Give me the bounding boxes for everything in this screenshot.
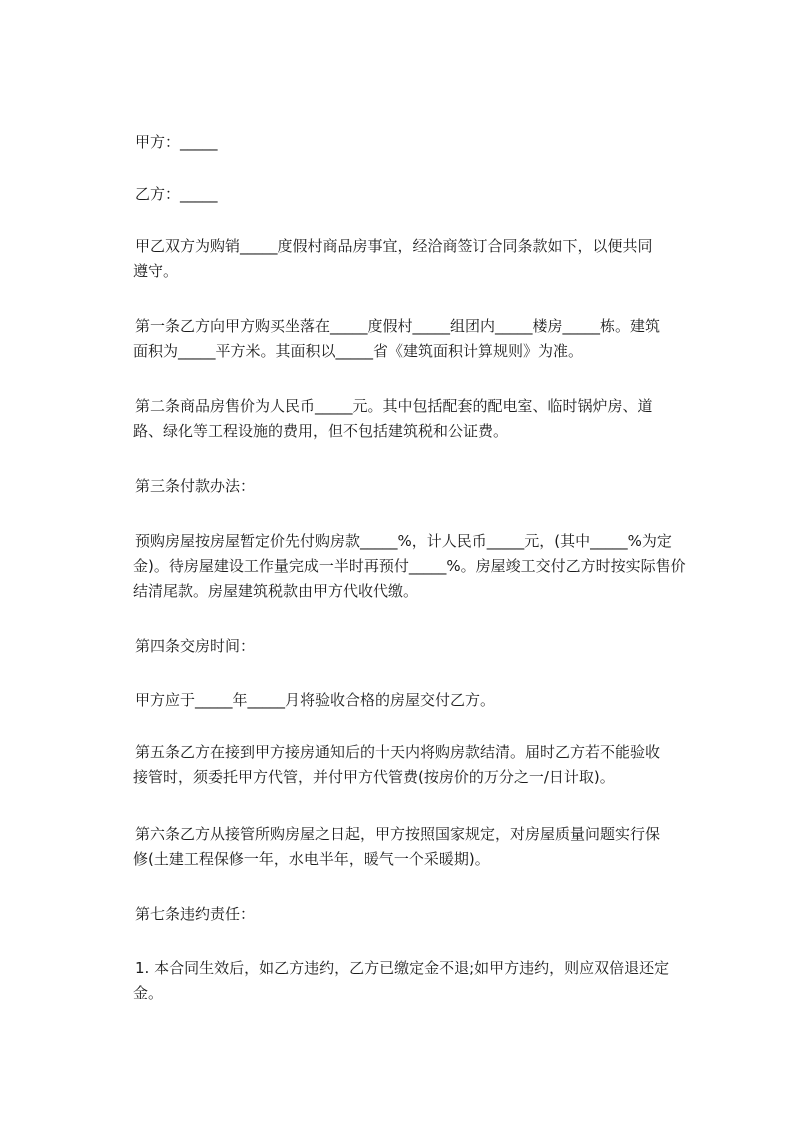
article-4-body: 甲方应于_____年_____月将验收合格的房屋交付乙方。 <box>135 691 496 709</box>
article-1-paragraph: 第一条乙方向甲方购买坐落在_____度假村_____组团内_____楼房_____栋。建筑 面积为_____平方米。其面积以_____省《建筑面积计算规则》为准。 <box>133 317 661 360</box>
intro-paragraph: 甲乙双方为购销_____度假村商品房事宜，经洽商签订合同条款如下，以便共同 遵守。 <box>133 237 653 280</box>
article-6-paragraph: 第六条乙方从接管所购房屋之日起，甲方按照国家规定，对房屋质量问题实行保 修(土建工程保修一年，水电半年，暖气一个采暖期)。 <box>133 825 661 868</box>
article-2-paragraph: 第二条商品房售价为人民币_____元。其中包括配套的配电室、临时锅炉房、道 路、绿化等工程设施的费用，但不包括建筑税和公证费。 <box>133 397 653 440</box>
party-a-line: 甲方：_____ <box>135 133 218 151</box>
party-b-line: 乙方：_____ <box>135 185 218 203</box>
article-3-body: 预购房屋按房屋暂定价先付购房款_____%，计人民币_____元，(其中_____%为定 金)。待房屋建设工作量完成一半时再预付_____%。房屋竣工交付乙方时按实际售价 结清尾款。房屋建筑税款由甲方代收代缴。 <box>133 532 686 600</box>
article-7-item-1: 1. 本合同生效后，如乙方违约，乙方已缴定金不退;如甲方违约，则应双倍退还定 金。 <box>133 959 670 1002</box>
article-4-title: 第四条交房时间： <box>135 637 256 655</box>
article-7-title: 第七条违约责任： <box>135 905 256 923</box>
article-3-title: 第三条付款办法： <box>135 477 256 495</box>
article-5-paragraph: 第五条乙方在接到甲方接房通知后的十天内将购房款结清。届时乙方若不能验收 接管时，须委托甲方代管，并付甲方代管费(按房价的万分之一/日计取)。 <box>133 743 661 786</box>
